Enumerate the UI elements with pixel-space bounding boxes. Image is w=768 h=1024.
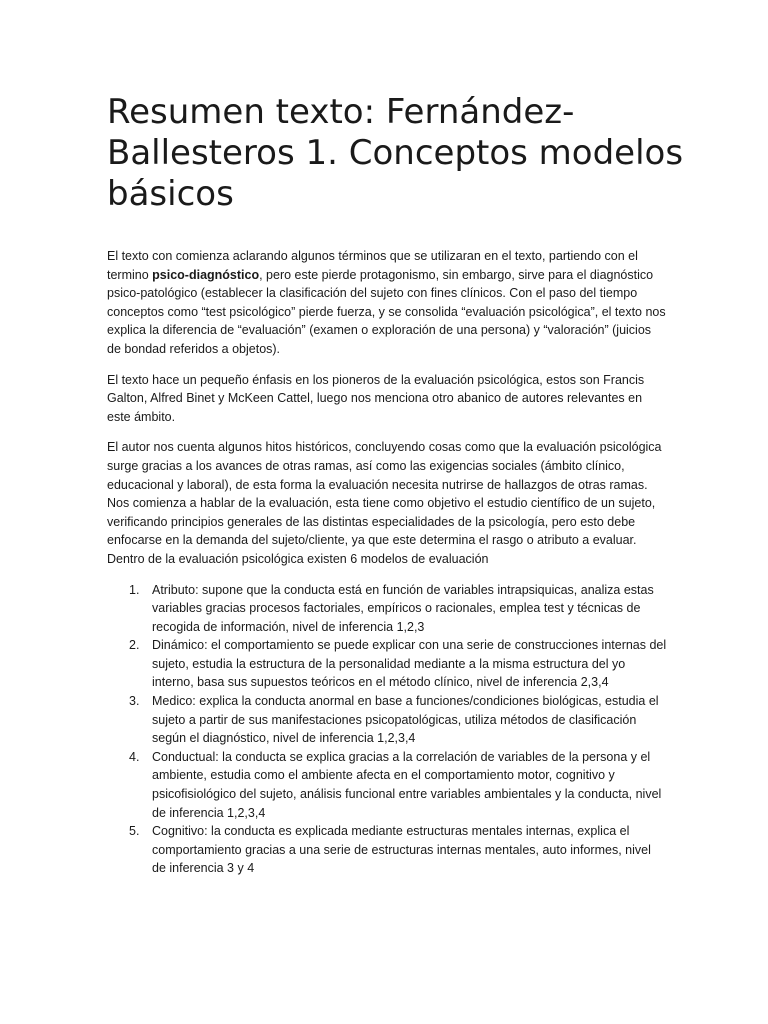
paragraph-intro-before: El texto con comienza aclarando algunos términos que se utilizaran en el texto, partiendo con el termino bbox=[107, 249, 638, 282]
list-item-text: Atributo: supone que la conducta está en función de variables intrapsiquicas, analiza estas variables gracias procesos factoriales, empíricos o racionales, emplea test y técnicas de recogida de información, nivel de inferencia 1,2,3 bbox=[152, 582, 654, 634]
paragraph-pioneers: El texto hace un pequeño énfasis en los pioneros de la evaluación psicológica, estos son Francis Galton, Alfred Binet y McKeen Cattel, luego nos menciona otro abanico de autores relevantes en este ámbito. bbox=[107, 372, 645, 424]
document-title: Resumen texto: Fernández-Ballesteros 1. Conceptos modelos básicos bbox=[107, 92, 684, 214]
list-item-cognitivo bbox=[107, 822, 667, 878]
list-item-number: 4. bbox=[129, 749, 140, 764]
list-item-conductual bbox=[107, 748, 667, 822]
paragraph-history: El autor nos cuenta algunos hitos históricos, concluyendo cosas como que la evaluación psicológica surge gracias a los avances de otras ramas, así como las exigencias sociales (ámbito clínico, educacional y laboral), de esta forma la evaluación necesita nutrirse de hallazgos de otras ramas. Nos comienza a hablar de la evaluación, esta tiene como objetivo el estudio científico de un sujeto, verificando principios generales de las distintas especialidades de la psicología, pero esto debe enfocarse en la demanda del sujeto/cliente, ya que este determina el rasgo o atributo a evaluar. Dentro de la evaluación psicológica existen 6 modelos de evaluación bbox=[107, 440, 662, 566]
evaluation-models-list bbox=[107, 581, 667, 879]
list-item-number: 3. bbox=[129, 694, 140, 709]
list-item-number: 2. bbox=[129, 638, 140, 653]
document-body bbox=[107, 247, 667, 878]
list-item-dinamico bbox=[107, 636, 667, 692]
list-item-medico bbox=[107, 692, 667, 748]
list-item-text: Medico: explica la conducta anormal en base a funciones/condiciones biológicas, estudia el sujeto a partir de sus manifestaciones psicopatológicas, utiliza métodos de clasificación según el diagnóstico, nivel de inferencia 1,2,3,4 bbox=[152, 694, 659, 746]
list-item-text: Dinámico: el comportamiento se puede explicar con una serie de construcciones internas del sujeto, estudia la estructura de la personalidad mediante a la misma estructura del yo interno, basa sus supuestos teóricos en el método clínico, nivel de inferencia 2,3,4 bbox=[152, 638, 667, 690]
paragraph-intro bbox=[107, 247, 667, 359]
list-item-text: Cognitivo: la conducta es explicada mediante estructuras mentales internas, explica el comportamiento gracias a una serie de estructuras internas mentales, auto informes, nivel de inferencia 3 y 4 bbox=[152, 824, 651, 876]
bold-term: psico-diagnóstico bbox=[152, 267, 260, 282]
paragraph-intro-after: , pero este pierde protagonismo, sin embargo, sirve para el diagnóstico psico-patológico (establecer la clasificación del sujeto con fines clínicos. Con el paso del tiempo conceptos como “test psicológico” pierde fuerza, y se consolida “evaluación psicológica”, el texto nos explica la diferencia de “evaluación” (examen o exploración de una persona) y “valoración” (juicios de bondad referidos a objetos). bbox=[107, 267, 666, 356]
list-item-text: Conductual: la conducta se explica gracias a la correlación de variables de la persona y el ambiente, estudia como el ambiente afecta en el comportamiento motor, cognitivo y psicofisiológico del sujeto, análisis funcional entre variables ambientales y la conducta, nivel de inferencia 1,2,3,4 bbox=[152, 749, 662, 820]
list-item-atributo bbox=[107, 581, 667, 637]
list-item-number: 1. bbox=[129, 582, 140, 597]
list-item-number: 5. bbox=[129, 824, 140, 839]
